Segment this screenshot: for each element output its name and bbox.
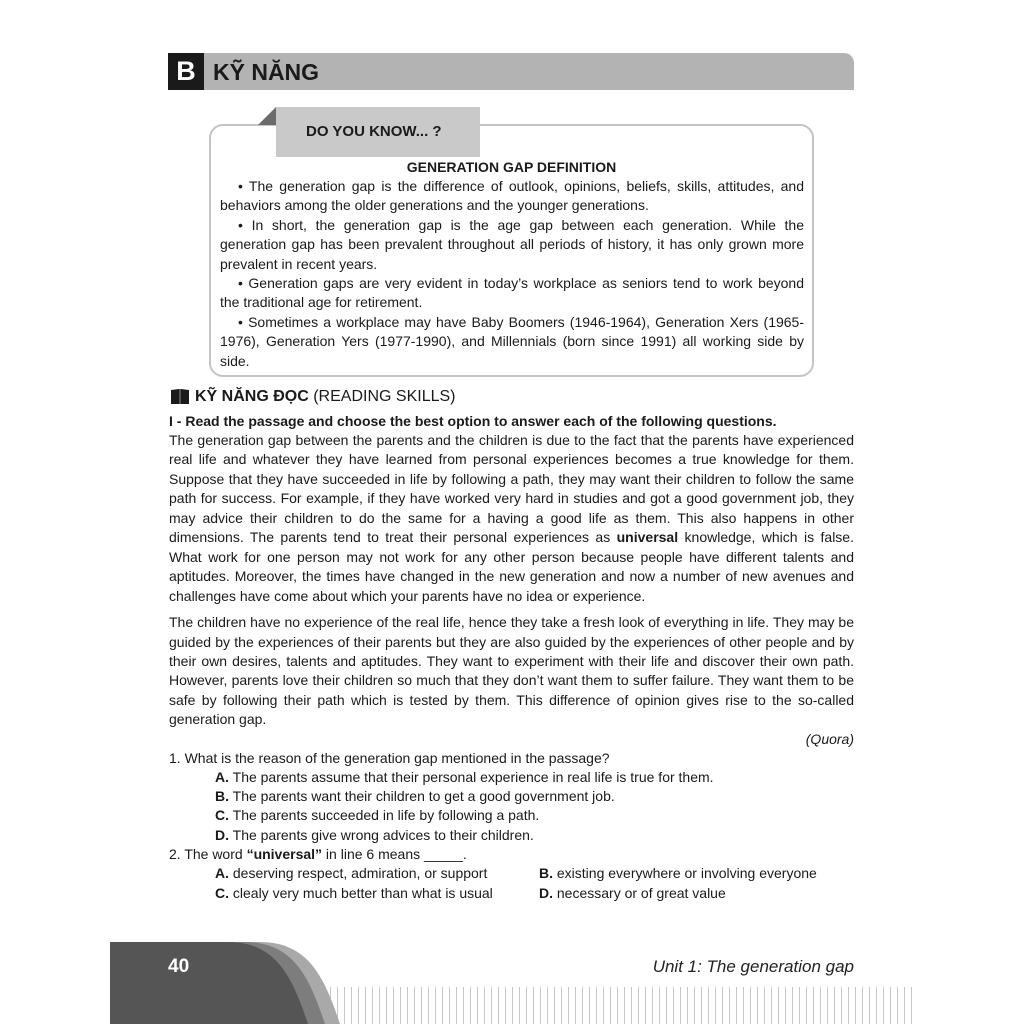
option-letter: D. [539,885,553,901]
reading-skills-title-rest: (READING SKILLS) [308,388,456,405]
option-text: necessary or of great value [553,885,726,901]
section-letter: B [168,53,204,90]
passage-text: knowledge, which is false. What work for one person may not work for any other person because people have different talents and aptitudes. Moreover, the times have changed in the new generation and now a number of new avenues and challenges have come about which your parents have no idea or experience. [169,529,854,604]
reading-passage [169,431,854,737]
option-letter: C. [215,807,229,823]
definition-body [220,177,804,371]
question-2-option-d [539,884,726,903]
question-2-stem [169,845,467,864]
option-text: The parents give wrong advices to their children. [229,827,534,843]
reading-skills-title-bold: KỸ NĂNG ĐỌC [195,388,309,405]
question-2-option-a [215,864,487,883]
book-icon [170,388,190,405]
footer-line-pattern [330,987,914,1024]
definition-paragraph: • In short, the generation gap is the age gap between each generation. While the generation gap has been prevalent throughout all periods of history, it has only grown more prevalent in recent years. [220,216,804,272]
exercise-instruction: I - Read the passage and choose the best option to answer each of the following questions. [169,413,777,429]
question-text: 2. The word [169,846,247,862]
question-1-option-a [215,768,714,787]
option-text: clealy very much better than what is usual [229,885,493,901]
question-1-option-c [215,806,539,825]
option-letter: A. [215,769,229,785]
footer-page-tab-shape [110,940,350,1024]
definition-paragraph: • Generation gaps are very evident in today’s workplace as seniors tend to work beyond the traditional age for retirement. [220,275,804,311]
page-number: 40 [168,956,190,977]
option-letter: B. [215,788,229,804]
do-you-know-tab: DO YOU KNOW... ? [276,107,480,157]
definition-heading: GENERATION GAP DEFINITION [406,159,617,175]
option-text: deserving respect, admiration, or support [229,865,488,881]
question-1-option-d [215,826,534,845]
passage-paragraph-2: The children have no experience of the real life, hence they take a fresh look of everything in life. They may be guided by the experiences of their parents but they are also guided by the experiences of other people and by their own desires, talents and aptitudes. They want to experiment with their life and discover their own path. However, parents love their children so much that they don’t want them to suffer failure. They want them to be safe by following their path which is tested by them. This difference of opinion gives rise to the so-called generation gap. [169,614,854,728]
question-text: in line 6 means _____. [322,846,467,862]
question-2-option-c [215,884,493,903]
definition-paragraph: • Sometimes a workplace may have Baby Boomers (1946-1964), Generation Xers (1965-1976), Generation Yers (1977-1990), and Millennials (born since 1991) all working side by side. [220,313,804,369]
unit-title: Unit 1: The generation gap [652,957,854,976]
option-text: The parents want their children to get a good government job. [229,788,615,804]
tab-fold-decoration [258,107,276,125]
option-letter: A. [215,865,229,881]
question-2-option-b [539,864,817,883]
question-1-option-b [215,787,615,806]
option-letter: C. [215,885,229,901]
passage-source: (Quora) [805,731,854,747]
question-1-stem: 1. What is the reason of the generation gap mentioned in the passage? [169,750,610,766]
passage-text: The generation gap between the parents and the children is due to the fact that the parents have experienced real life and whatever they have learned from personal experiences becomes a true knowledge for them. Suppose that they have succeeded in life by following a path, they may want their children to follow the same path for success. For example, if they have worked very hard in studies and got a good government job, they may advice their children to do the same for a having a good life as them. This also happens in other dimensions. The parents tend to treat their personal experiences as [169,432,854,546]
highlighted-word: universal [616,529,679,546]
reading-skills-title [195,386,455,408]
definition-paragraph: • The generation gap is the difference of outlook, opinions, beliefs, skills, attitudes, and behaviors among the older generations and the younger generations. [220,178,804,214]
option-letter: B. [539,865,553,881]
option-text: existing everywhere or involving everyone [553,865,817,881]
option-letter: D. [215,827,229,843]
section-title: KỸ NĂNG [213,59,320,85]
option-text: The parents succeeded in life by following a path. [229,807,540,823]
question-keyword: “universal” [246,846,323,862]
passage-paragraph-1 [169,431,854,606]
option-text: The parents assume that their personal experience in real life is true for them. [229,769,714,785]
